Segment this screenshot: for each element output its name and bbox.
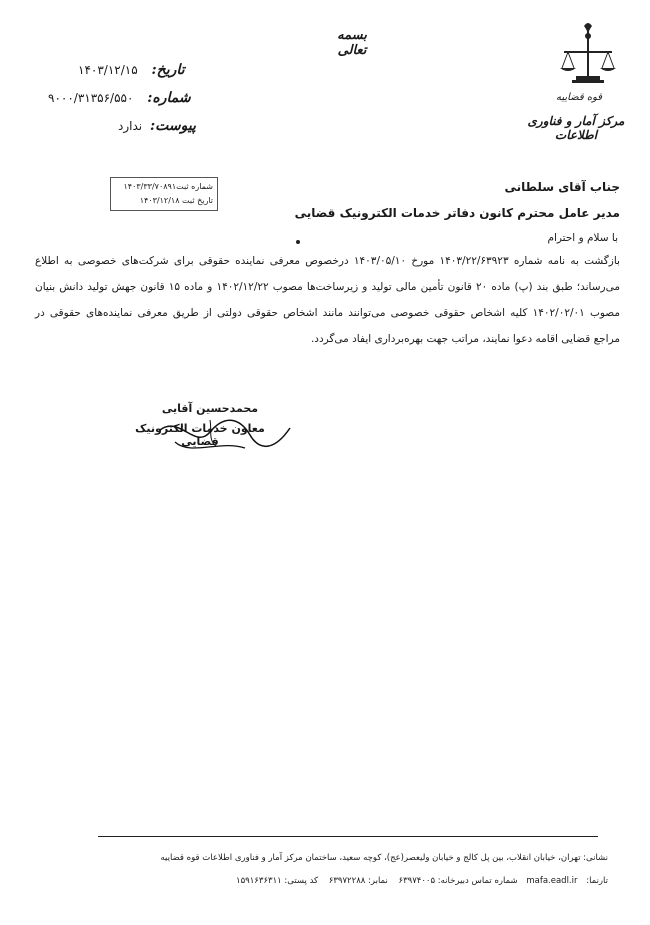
- footer-address: نشانی: تهران، خیابان انقلاب، بین پل کالج و خیابان ولیعصر(عج)، کوچه سعید، ساختمان مرکز آمار و فناوری اطلاعات قوه قضاییه: [160, 853, 608, 863]
- letter-body: بازگشت به نامه شماره ۱۴۰۳/۲۲/۶۳۹۲۳ مورخ ۱۴۰۳/۰۵/۱۰ درخصوص معرفی نماینده حقوقی برای شرکت‌های خصوصی به اطلاع می‌رساند؛ طبق بند (پ) ماده ۲۰ قانون تأمین مالی تولید و زیرساخت‌ها مصوب ۱۴۰۲/۱۲/۲۲ و ماده ۱۵ قانون جهش تولید دانش بنیان مصوب ۱۴۰۲/۰۲/۰۱ کلیه اشخاص حقوقی خصوصی می‌توانند مانند اشخاص حقوقی دولتی از طریق معرفی نماینده‌های حقوقی در مراجع قضایی اقامه دعوا نمایند، مراتب جهت بهره‌برداری ایفاد می‌گردد.: [35, 255, 620, 345]
- postal-label: کد پستی:: [284, 876, 319, 886]
- fax-label: نمابر:: [368, 876, 388, 886]
- attachment-value: ندارد: [118, 119, 143, 133]
- judiciary-emblem: [558, 22, 618, 86]
- phone-value: ۶۳۹۷۲۲۸۸: [328, 876, 366, 886]
- scales-icon: [558, 22, 618, 86]
- signatory-title: معاون خدمات الکترونیک قضایی: [135, 422, 265, 448]
- footer-divider: [98, 836, 598, 837]
- signatory-name: محمدحسین آقایی: [161, 402, 259, 415]
- handwritten-signature: [150, 410, 300, 460]
- secretariat-value: ۶۳۹۷۴۰۰۵: [398, 876, 436, 886]
- secretariat-label: شماره تماس دبیرخانه:: [437, 876, 518, 886]
- registration-stamp: [110, 177, 218, 211]
- meta-attachment: [118, 118, 196, 134]
- registration-date: تاریخ ثبت ۱۴۰۳/۱۲/۱۸: [139, 196, 213, 205]
- postal-value: ۱۵۹۱۶۳۶۳۱۱: [236, 876, 282, 886]
- registration-number: شماره ثبت۱۴۰۳/۳۳/۷۰۸۹۱: [123, 182, 213, 191]
- attachment-label: پیوست:: [149, 118, 196, 134]
- footer-contacts: [236, 876, 608, 886]
- number-label: شماره:: [147, 90, 191, 106]
- greeting: با سلام و احترام: [547, 232, 618, 244]
- site-label: تارنما:: [586, 876, 608, 886]
- date-label: تاریخ:: [151, 62, 185, 78]
- meta-date: [78, 62, 185, 78]
- recipient-name: جناب آقای سلطانی: [504, 180, 620, 194]
- org-name: قوه قضاییه: [555, 92, 603, 103]
- center-name: مرکز آمار و فناوری اطلاعات: [527, 114, 625, 142]
- website-link[interactable]: mafa.eadl.ir: [526, 876, 578, 886]
- bullet-dot: [296, 240, 300, 244]
- date-value: ۱۴۰۳/۱۲/۱۵: [78, 63, 138, 77]
- number-value: ۹۰۰۰/۳۱۳۵۶/۵۵۰: [48, 91, 134, 105]
- meta-number: [48, 90, 191, 106]
- top-heading: بسمه تعالی: [337, 28, 367, 58]
- recipient-title: مدیر عامل محترم کانون دفاتر خدمات الکترونیک قضایی: [294, 206, 620, 220]
